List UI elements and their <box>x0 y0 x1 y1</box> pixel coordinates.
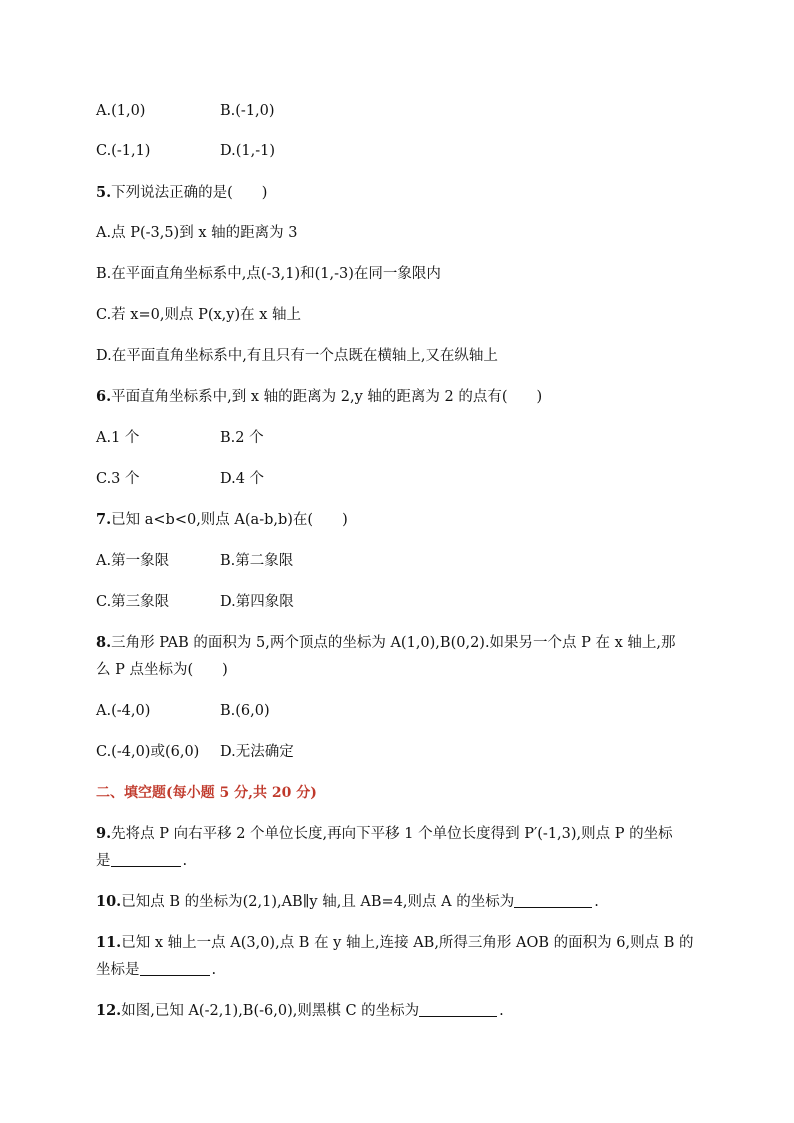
q7-stem <box>96 510 348 530</box>
q10-text: 已知点 B 的坐标为(2,1),AB∥y 轴,且 AB=4,则点 A 的坐标为 <box>121 894 515 910</box>
q5-stem <box>96 183 267 203</box>
q6-option-c: C.3 个 <box>96 471 140 487</box>
q9-line2 <box>96 851 187 871</box>
q10-line <box>96 892 599 912</box>
q12-number: 12. <box>96 1002 122 1019</box>
q8-option-b: B.(6,0) <box>220 703 270 719</box>
q5-option-c: C.若 x=0,则点 P(x,y)在 x 轴上 <box>96 307 302 323</box>
q10-period: . <box>594 894 599 910</box>
q8-number: 8. <box>96 634 112 651</box>
q12-period: . <box>499 1003 504 1019</box>
q11-text-1: 已知 x 轴上一点 A(3,0),点 B 在 y 轴上,连接 AB,所得三角形 AOB 的面积为 6,则点 B 的 <box>121 935 694 951</box>
q9-line1 <box>96 824 673 844</box>
q11-answer-blank[interactable] <box>140 961 210 976</box>
q4-option-d: D.(1,-1) <box>220 143 275 159</box>
q12-answer-blank[interactable] <box>419 1002 497 1017</box>
q7-stem-text: 已知 a<b<0,则点 A(a-b,b)在( ) <box>111 512 348 528</box>
q8-option-a: A.(-4,0) <box>96 703 151 719</box>
q12-line <box>96 1001 504 1021</box>
q5-option-b: B.在平面直角坐标系中,点(-3,1)和(1,-3)在同一象限内 <box>96 266 441 282</box>
q11-text-2: 坐标是 <box>96 962 140 978</box>
q8-stem-line1 <box>96 633 676 653</box>
q10-answer-blank[interactable] <box>514 893 592 908</box>
q7-option-d: D.第四象限 <box>220 594 294 610</box>
q6-stem-text: 平面直角坐标系中,到 x 轴的距离为 2,y 轴的距离为 2 的点有( ) <box>111 389 543 405</box>
q8-option-c: C.(-4,0)或(6,0) <box>96 744 200 760</box>
q7-option-c: C.第三象限 <box>96 594 170 610</box>
q6-number: 6. <box>96 388 112 405</box>
q8-stem-line2: 么 P 点坐标为( ) <box>96 662 228 678</box>
q9-answer-blank[interactable] <box>111 852 181 867</box>
q11-period: . <box>211 962 217 978</box>
q4-option-b: B.(-1,0) <box>220 103 275 119</box>
q6-option-a: A.1 个 <box>96 430 140 446</box>
q5-option-d: D.在平面直角坐标系中,有且只有一个点既在横轴上,又在纵轴上 <box>96 348 498 364</box>
q8-option-d: D.无法确定 <box>220 744 294 760</box>
q7-option-b: B.第二象限 <box>220 553 294 569</box>
q6-option-b: B.2 个 <box>220 430 264 446</box>
q5-option-a: A.点 P(-3,5)到 x 轴的距离为 3 <box>96 225 298 241</box>
q4-option-a: A.(1,0) <box>96 103 146 119</box>
q8-stem-text-1: 三角形 PAB 的面积为 5,两个顶点的坐标为 A(1,0),B(0,2).如果另一个点 P 在 x 轴上,那 <box>111 635 676 651</box>
q12-text: 如图,已知 A(-2,1),B(-6,0),则黑棋 C 的坐标为 <box>121 1003 420 1019</box>
q9-text-2: 是 <box>96 853 111 869</box>
q5-number: 5. <box>96 184 112 201</box>
section-heading-fill-in: 二、填空题(每小题 5 分,共 20 分) <box>96 785 317 801</box>
q4-option-c: C.(-1,1) <box>96 143 151 159</box>
q11-line1 <box>96 933 693 953</box>
q10-number: 10. <box>96 893 122 910</box>
q9-period: . <box>182 853 188 869</box>
q7-number: 7. <box>96 511 112 528</box>
q9-number: 9. <box>96 825 112 842</box>
q11-number: 11. <box>96 934 122 951</box>
q6-option-d: D.4 个 <box>220 471 265 487</box>
q5-stem-text: 下列说法正确的是( ) <box>111 185 268 201</box>
q6-stem <box>96 387 542 407</box>
q11-line2 <box>96 960 216 980</box>
q9-text-1: 先将点 P 向右平移 2 个单位长度,再向下平移 1 个单位长度得到 P′(-1,3),则点 P 的坐标 <box>111 826 673 842</box>
q7-option-a: A.第一象限 <box>96 553 170 569</box>
